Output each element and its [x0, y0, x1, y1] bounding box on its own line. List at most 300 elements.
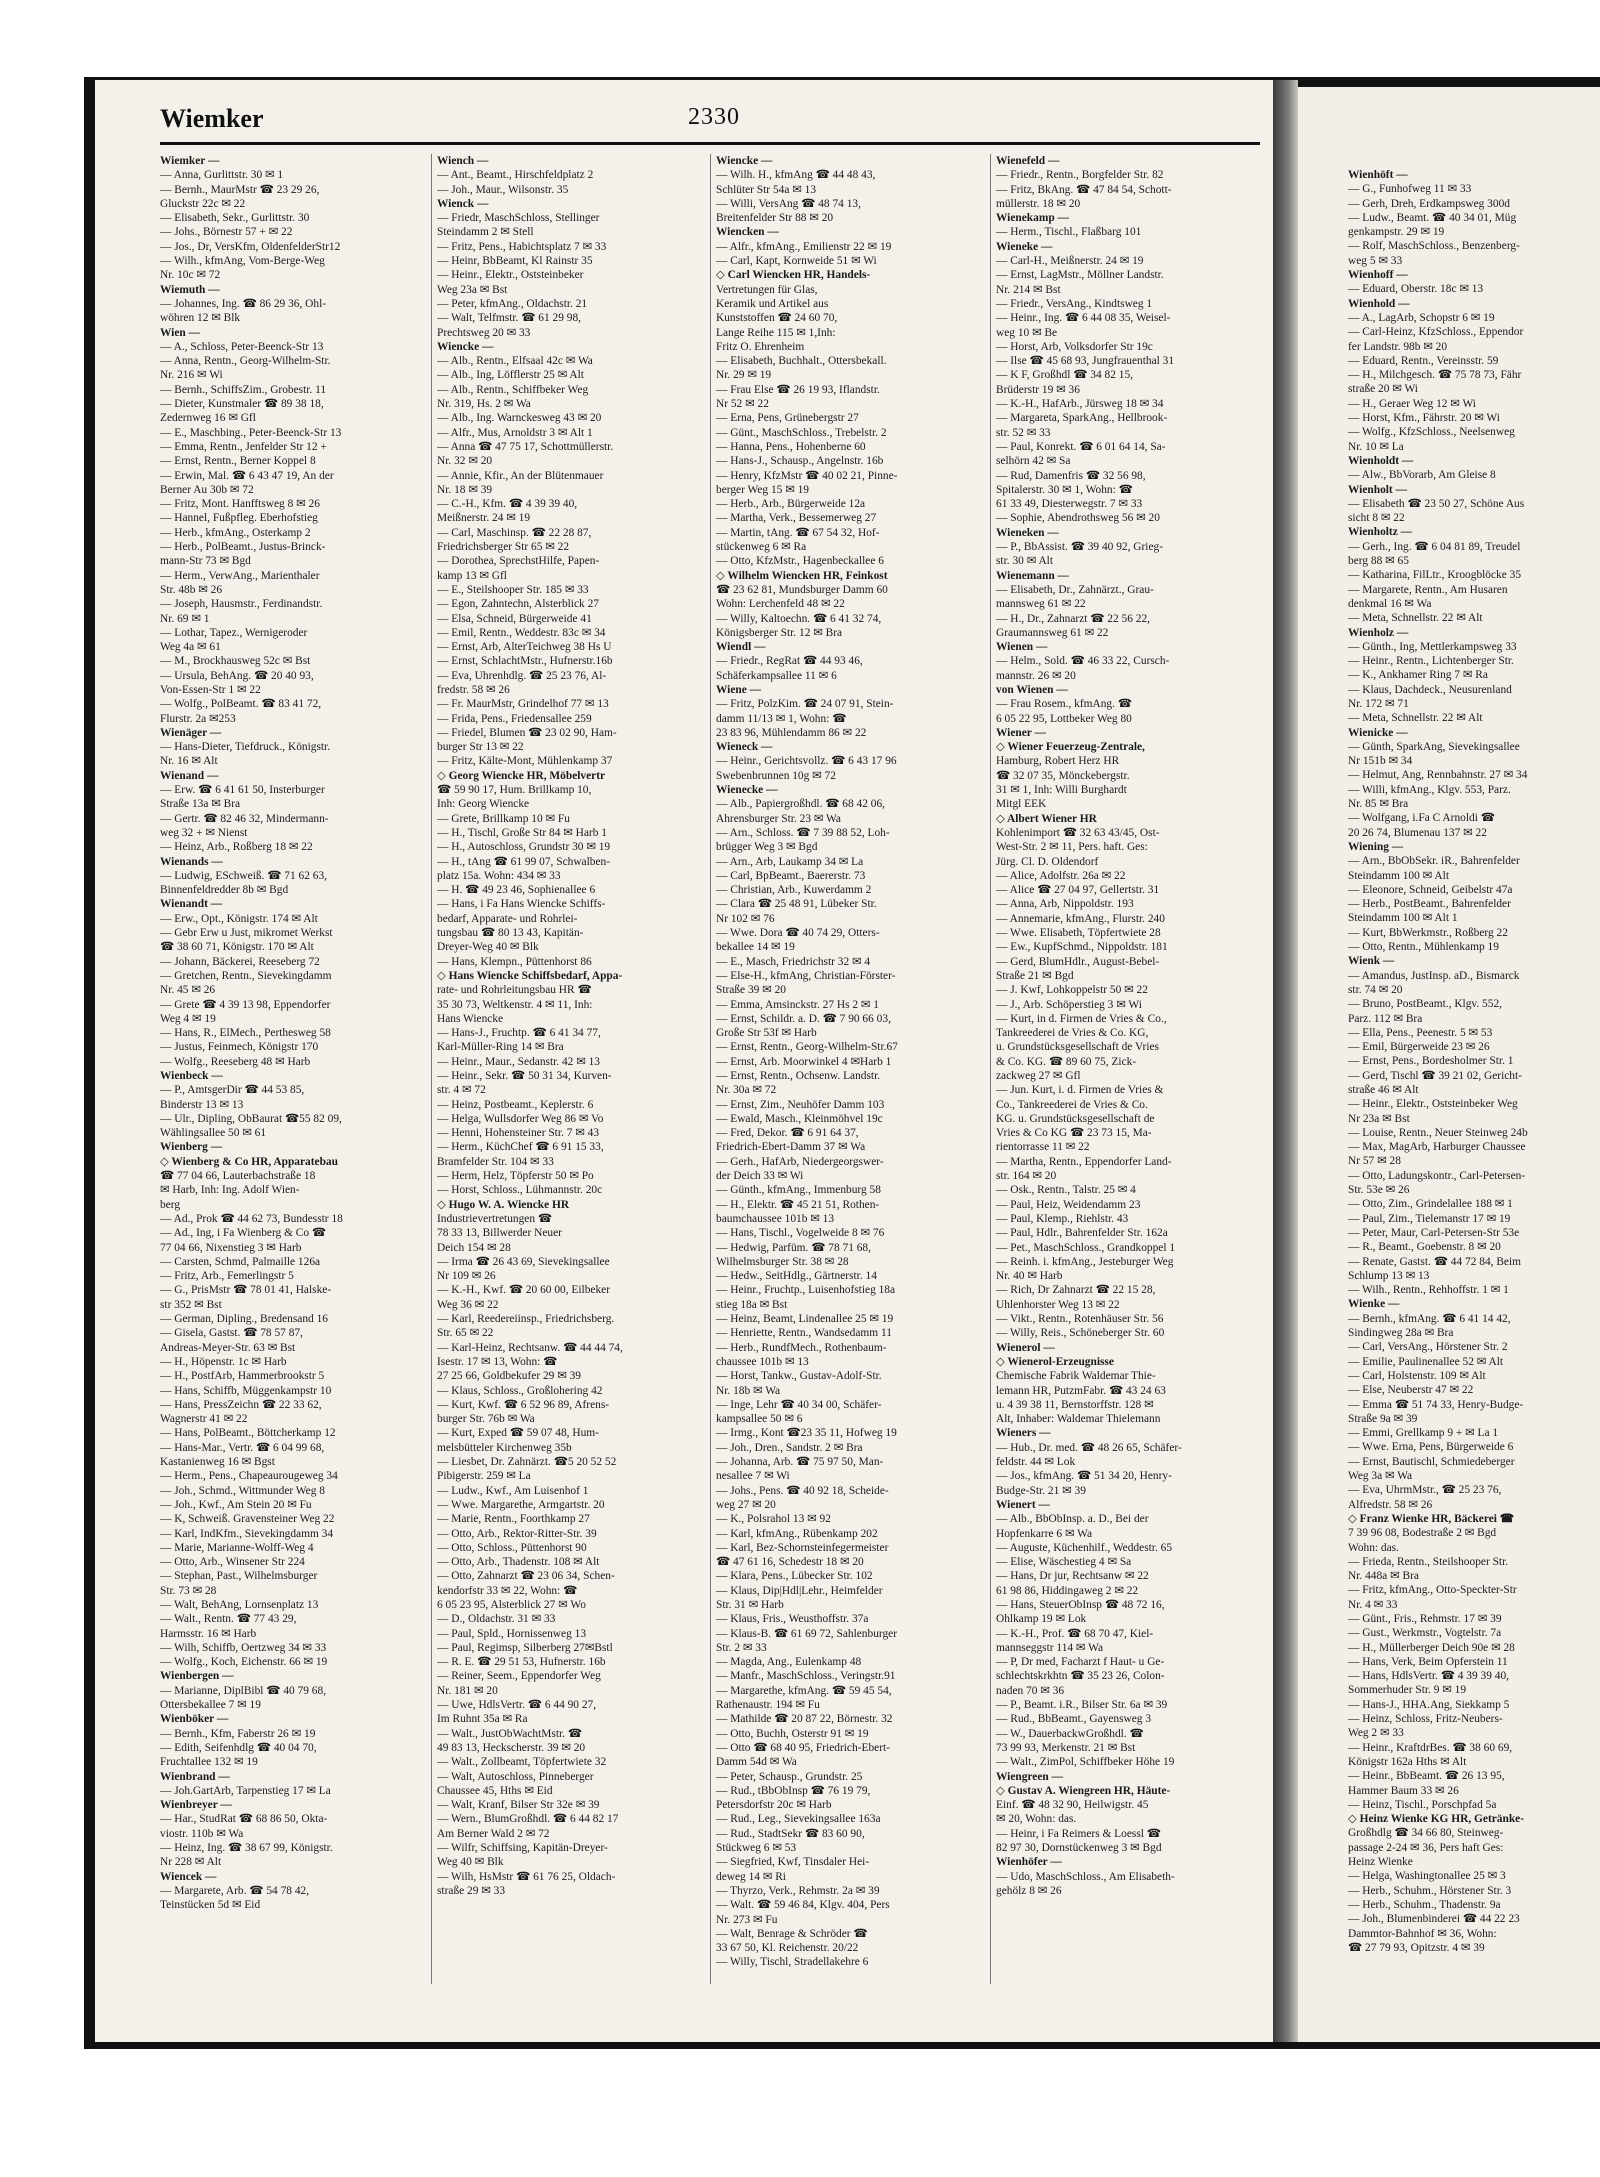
directory-entry: — Eduard, Oberstr. 18c ✉ 13	[1348, 283, 1484, 296]
directory-entry: — Hedwig, Parfüm. ☎ 78 71 68,	[716, 1241, 871, 1254]
directory-entry: — Ernst, Bautischl, Schmiedeberger	[1348, 1455, 1515, 1468]
directory-entry: — Carl, Holstenstr. 109 ✉ Alt	[1348, 1369, 1486, 1382]
directory-entry: — Ludwig, ESchweiß. ☎ 71 62 63,	[160, 869, 327, 882]
directory-entry: Fritz O. Ehrenheim	[716, 340, 805, 353]
directory-entry: Flurstr. 2a ✉253	[160, 712, 236, 725]
directory-entry: 77 04 66, Nixenstieg 3 ✉ Harb	[160, 1241, 302, 1254]
directory-entry: Wienbergen —	[160, 1670, 234, 1683]
directory-entry: ◇ Albert Wiener HR	[996, 812, 1097, 825]
directory-entry: — Heinr., BbBeamt. ☎ 26 13 95,	[1348, 1770, 1505, 1783]
directory-entry: — Renate, Gastst. ☎ 44 72 84, Beim	[1348, 1255, 1522, 1268]
directory-entry: — Ant., Beamt., Hirschfeldplatz 2	[437, 169, 594, 182]
directory-entry: mannseggstr 114 ✉ Wa	[996, 1641, 1104, 1654]
directory-entry: naden 70 ✉ 36	[996, 1684, 1065, 1697]
directory-entry: — Dorothea, SprechstHilfe, Papen-	[437, 555, 600, 568]
directory-entry: ☎ 27 79 93, Opitzstr. 4 ✉ 39	[1348, 1941, 1485, 1954]
directory-entry: Hans Wiencke	[437, 1012, 504, 1025]
directory-entry: — Hans-J., Schausp., Angelnstr. 16b	[716, 455, 884, 468]
directory-entry: Wienholz —	[1348, 626, 1409, 639]
directory-entry: — Günt., MaschSchloss., Trebelstr. 2	[716, 426, 887, 439]
directory-entry: viostr. 110b ✉ Wa	[160, 1827, 244, 1840]
directory-entry: Nr. 69 ✉ 1	[160, 612, 210, 625]
directory-entry: Wienholdt —	[1348, 454, 1414, 467]
directory-entry: Nr. 214 ✉ Bst	[996, 283, 1061, 296]
directory-entry: Mitgl EEK	[996, 798, 1047, 811]
directory-entry: — Sophie, Abendrothsweg 56 ✉ 20	[996, 512, 1160, 525]
directory-entry: str. 74 ✉ 20	[1348, 983, 1403, 996]
directory-entry: Hamburg, Robert Herz HR	[996, 755, 1120, 768]
directory-entry: — Hans, Verk, Beim Opferstein 11	[1348, 1655, 1508, 1668]
directory-entry: — Willi, VersAng ☎ 48 74 13,	[716, 197, 861, 210]
directory-entry: — Elise, Wäschestieg 4 ✉ Sa	[996, 1556, 1132, 1569]
directory-entry: — Henriette, Rentn., Wandsedamm 11	[716, 1327, 892, 1340]
directory-entry: — Margarete, Rentn., Am Husaren	[1348, 583, 1508, 596]
directory-entry: — K, Schweiß. Gravensteiner Weg 22	[160, 1513, 335, 1526]
directory-entry: — Ludw., Beamt. ☎ 40 34 01, Müg	[1348, 211, 1517, 224]
directory-entry: Budge-Str. 21 ✉ 39	[996, 1484, 1086, 1497]
directory-entry: — Ernst, Schildr. a. D. ☎ 7 90 66 03,	[716, 1012, 891, 1025]
directory-entry: — Heinr., Rentn., Lichtenberger Str.	[1348, 655, 1514, 668]
directory-entry: — Alb., Ing. Warnckesweg 43 ✉ 20	[437, 412, 602, 425]
directory-entry: — Willy, Kaltoechn. ☎ 6 41 32 74,	[716, 612, 882, 625]
directory-entry: — H., Autoschloss, Grundstr 30 ✉ 19	[437, 841, 611, 854]
directory-entry: — Johs., Börnestr 57 + ✉ 22	[160, 226, 293, 239]
directory-entry: — Thyrzo, Verk., Rehmstr. 2a ✉ 39	[716, 1884, 880, 1897]
directory-entry: — Ewald, Masch., Kleinmöhvel 19c	[716, 1112, 883, 1125]
directory-entry: — Anna, Rentn., Georg-Wilhelm-Str.	[160, 355, 331, 368]
directory-entry: Gluckstr 22c ✉ 22	[160, 197, 246, 210]
directory-entry: — Elisabeth, Dr., Zahnärzt., Grau-	[996, 583, 1154, 596]
directory-entry: — Otto, KfzMstr., Hagenbeckallee 6	[716, 555, 884, 568]
directory-entry: Chaussee 45, Hths ✉ Eid	[437, 1784, 553, 1797]
directory-entry: — Lothar, Tapez., Wernigeroder	[160, 626, 308, 639]
directory-entry: rientorrasse 11 ✉ 22	[996, 1141, 1090, 1154]
column-divider	[710, 154, 711, 1984]
directory-entry: Wienen —	[996, 641, 1048, 654]
directory-entry: — Walt, Telfmstr. ☎ 61 29 98,	[437, 312, 581, 325]
directory-entry: Weg 4 ✉ 19	[160, 1012, 216, 1025]
directory-entry: — R. E. ☎ 29 51 53, Hufnerstr. 16b	[437, 1656, 606, 1669]
directory-entry: — Gerh., HafArb, Niedergeorgswer-	[716, 1155, 884, 1168]
directory-entry: — Peter, Maur, Carl-Petersen-Str 53e	[1348, 1226, 1520, 1239]
directory-entry: zackweg 27 ✉ Gfl	[996, 1070, 1081, 1082]
directory-entry: ☎ 59 90 17, Hum. Brillkamp 10,	[437, 784, 592, 797]
directory-entry: — Herb., RundfMech., Rothenbaum-	[716, 1341, 887, 1354]
directory-entry: — E., Maschbing., Peter-Beenck-Str 13	[160, 426, 342, 439]
directory-entry: Wienert —	[996, 1498, 1050, 1511]
directory-entry: Wienberg —	[160, 1141, 223, 1154]
directory-entry: Wienhöfer —	[996, 1856, 1062, 1869]
directory-entry: Wieneken —	[996, 526, 1059, 539]
directory-entry: Wienbeck —	[160, 1070, 223, 1082]
directory-entry: Straße 21 ✉ Bgd	[996, 969, 1074, 982]
directory-entry: — Herm, Helz, Töpferstr 50 ✉ Po	[437, 1170, 594, 1183]
directory-entry: — Frau Rosem., kfmAng. ☎	[996, 698, 1132, 711]
directory-entry: — Bernh., Kfm, Faberstr 26 ✉ 19	[160, 1727, 316, 1740]
directory-entry: straße 29 ✉ 33	[437, 1884, 506, 1897]
directory-entry: ◇ Wiener Feuerzeug-Zentrale,	[996, 741, 1145, 754]
directory-entry: denkmal 16 ✉ Wa	[1348, 597, 1432, 610]
directory-entry: 6 05 22 95, Lottbeker Weg 80	[996, 712, 1132, 725]
directory-entry: — Heinr., Sekr. ☎ 50 31 34, Kurven-	[437, 1070, 612, 1082]
directory-entry: Wienk —	[1348, 955, 1395, 968]
directory-entry: Großhdlg ☎ 34 66 80, Steinweg-	[1348, 1827, 1504, 1840]
directory-entry: — Heinz, Postbeamt., Keplerstr. 6	[437, 1098, 594, 1111]
directory-entry: — Herm., Pens., Chapeaurougeweg 34	[160, 1470, 338, 1483]
directory-entry: — Manfr., MaschSchloss., Veringstr.91	[716, 1670, 896, 1683]
directory-entry: — Max, MagArb, Harburger Chaussee	[1348, 1141, 1526, 1154]
directory-entry: Wieneck —	[716, 741, 773, 754]
directory-entry: Str. 53e ✉ 26	[1348, 1184, 1410, 1197]
directory-entry: 61 98 86, Hiddingaweg 2 ✉ 22	[996, 1584, 1139, 1597]
directory-entry: mannsweg 61 ✉ 22	[996, 598, 1086, 611]
directory-entry: Straße 9a ✉ 39	[1348, 1412, 1418, 1425]
directory-entry: — H., Elektr. ☎ 45 21 51, Rothen-	[716, 1198, 880, 1211]
directory-entry: u. Grundstücksgesellschaft de Vries	[996, 1041, 1159, 1054]
directory-entry: Berner Au 30b ✉ 72	[160, 483, 254, 496]
directory-entry: — Henni, Hohensteiner Str. 7 ✉ 43	[437, 1127, 600, 1140]
directory-column-1	[160, 154, 425, 1979]
directory-entry: — Martin, tAng. ☎ 67 54 32, Hof-	[716, 526, 880, 539]
directory-entry: 49 83 13, Heckscherstr. 39 ✉ 20	[437, 1741, 586, 1754]
directory-entry: — Emilie, Paulinenallee 52 ✉ Alt	[1348, 1355, 1504, 1368]
directory-entry: — Anna, Arb, Nippoldstr. 193	[996, 898, 1134, 911]
directory-entry: — Ernst, LagMstr., Möllner Landstr.	[996, 269, 1164, 282]
directory-entry: Wohn: Lerchenfeld 48 ✉ 22	[716, 598, 845, 611]
directory-entry: — Erna, Pens, Grünebergstr 27	[716, 412, 859, 425]
directory-entry: Nr 228 ✉ Alt	[160, 1856, 222, 1869]
directory-entry: — Alb., Rentn., Schiffbeker Weg	[437, 383, 589, 396]
directory-entry: Nr. 181 ✉ 20	[437, 1684, 498, 1697]
directory-entry: — Herb., Schuhm., Hörstener Str. 3	[1348, 1884, 1512, 1897]
directory-entry: — H., Tischl, Große Str 84 ✉ Harb 1	[437, 826, 607, 839]
directory-entry: — Horst, Schloss., Lühmannstr. 20c	[437, 1184, 603, 1197]
directory-entry: — Otto, Zim., Grindelallee 188 ✉ 1	[1348, 1198, 1513, 1211]
directory-entry: — Paul, Hdlr., Bahrenfelder Str. 162a	[996, 1227, 1168, 1240]
header-rule	[160, 142, 1260, 145]
directory-entry: Nr. 40 ✉ Harb	[996, 1270, 1063, 1283]
directory-entry: selhörn 42 ✉ Sa	[996, 455, 1071, 468]
directory-entry: — Elisabeth, Buchhalt., Ottersbekall.	[716, 355, 887, 368]
directory-entry: — Fritz, PolzKim. ☎ 24 07 91, Stein-	[716, 698, 894, 711]
directory-entry: — Heinr, i Fa Reimers & Loessl ☎	[996, 1827, 1161, 1840]
directory-entry: — Eva, UhrmMstr., ☎ 25 23 76,	[1348, 1484, 1502, 1497]
directory-entry: — Karl, kfmAng., Rübenkamp 202	[716, 1527, 878, 1540]
directory-entry: — Fritz, Pens., Habichtsplatz 7 ✉ 33	[437, 240, 607, 253]
directory-entry: — Herm., VerwAng., Marienthaler	[160, 569, 320, 582]
directory-entry: — Hans, Klempn., Püttenhorst 86	[437, 955, 592, 968]
directory-entry: — Justus, Feinmech, Königstr 170	[160, 1041, 319, 1054]
directory-entry: Deich 154 ✉ 28	[437, 1241, 511, 1254]
directory-entry: Vertretungen für Glas,	[716, 283, 818, 296]
directory-entry: Wiendl —	[716, 641, 766, 654]
directory-entry: Wienandt —	[160, 898, 223, 911]
directory-entry: Dreyer-Weg 40 ✉ Blk	[437, 941, 539, 954]
directory-entry: — Ernst, Arb, AlterTeichweg 38 Hs U	[437, 641, 612, 654]
directory-entry: — Karl, Reedereiinsp., Friedrichsberg.	[437, 1313, 615, 1326]
book-gutter	[1273, 80, 1298, 2042]
directory-entry: — Magda, Ang., Eulenkamp 48	[716, 1656, 862, 1669]
directory-entry: — C.-H., Kfm. ☎ 4 39 39 40,	[437, 498, 578, 511]
directory-entry: Wiencke —	[716, 155, 773, 167]
directory-entry: kampsallee 50 ✉ 6	[716, 1413, 803, 1426]
directory-entry: ◇ Hugo W. A. Wiencke HR	[437, 1198, 570, 1211]
directory-entry: Steindamm 100 ✉ Alt	[1348, 869, 1449, 882]
directory-entry: — Günth, SparkAng, Sievekingsallee	[1348, 740, 1520, 753]
directory-entry: — Eduard, Rentn., Vereinsstr. 59	[1348, 354, 1499, 367]
directory-entry: — Fritz, kfmAng., Otto-Speckter-Str	[1348, 1584, 1517, 1597]
directory-entry: — Eva, Uhrenhdlg. ☎ 25 23 76, Al-	[437, 669, 607, 682]
directory-entry: Königsberger Str. 12 ✉ Bra	[716, 626, 843, 639]
directory-entry: — Margarete, Arb. ☎ 54 78 42,	[160, 1884, 310, 1897]
directory-entry: — Martha, Verk., Bessemerweg 27	[716, 512, 877, 525]
directory-entry: — Paul, Klemp., Riehlstr. 43	[996, 1212, 1129, 1225]
directory-entry: — Friedr., Rentn., Borgfelder Str. 82	[996, 169, 1164, 182]
directory-entry: Schlump 13 ✉ 13	[1348, 1269, 1430, 1282]
directory-entry: Binnenfeldredder 8b ✉ Bgd	[160, 884, 289, 897]
directory-entry: — Amandus, JustInsp. aD., Bismarck	[1348, 969, 1520, 982]
directory-entry: Wienholt —	[1348, 483, 1407, 496]
directory-entry: Karl-Müller-Ring 14 ✉ Bra	[437, 1041, 564, 1054]
directory-column-5	[1348, 168, 1600, 1988]
directory-entry: straße 46 ✉ Alt	[1348, 1084, 1419, 1096]
directory-entry: — Emma ☎ 51 74 33, Henry-Budge-	[1348, 1398, 1524, 1411]
directory-entry: — Carl, Kapt, Kornweide 51 ✉ Wi	[716, 255, 877, 268]
directory-entry: Wienerol —	[996, 1341, 1055, 1354]
directory-entry: Nr. 4 ✉ 33	[1348, 1598, 1398, 1611]
directory-entry: — D., Oldachstr. 31 ✉ 33	[437, 1613, 556, 1626]
directory-entry: schlechtskrkhtn ☎ 35 23 26, Colon-	[996, 1670, 1165, 1683]
directory-entry: Nr 151b ✉ 34	[1348, 755, 1413, 768]
directory-entry: Alt, Inhaber: Waldemar Thielemann	[996, 1413, 1161, 1426]
directory-entry: — Gerd, Tischl ☎ 39 21 02, Gericht-	[1348, 1069, 1522, 1082]
directory-entry: Alfredstr. 58 ✉ 26	[1348, 1498, 1433, 1511]
directory-entry: — Hans, Tischl., Vogelweide 8 ✉ 76	[716, 1227, 885, 1240]
directory-entry: — Friedel, Blumen ☎ 23 02 90, Ham-	[437, 726, 617, 739]
directory-entry: berg	[160, 1198, 181, 1211]
directory-entry: — Rud, Damenfris ☎ 32 56 98,	[996, 469, 1146, 482]
directory-entry: — Ella, Pens., Peenestr. 5 ✉ 53	[1348, 1026, 1493, 1039]
directory-entry: — Carl, VersAng., Hörstener Str. 2	[1348, 1341, 1508, 1354]
directory-entry: — Ernst, Rentn., Berner Koppel 8	[160, 455, 316, 468]
directory-entry: — Hans, PolBeamt., Böttcherkamp 12	[160, 1427, 336, 1440]
directory-entry: Spitalerstr. 30 ✉ 1, Wohn: ☎	[996, 483, 1133, 496]
directory-entry: — A., LagArb, Schopstr 6 ✉ 19	[1348, 311, 1495, 324]
directory-entry: Vries & Co KG ☎ 23 73 15, Ma-	[996, 1127, 1152, 1140]
directory-entry: — Hans-J., Fruchtp. ☎ 6 41 34 77,	[437, 1027, 601, 1040]
directory-entry: rate- und Rohrleitungsbau HR ☎	[437, 984, 592, 997]
directory-entry: 78 33 13, Billwerder Neuer	[437, 1227, 562, 1240]
directory-entry: Kastanienweg 16 ✉ Bgst	[160, 1456, 275, 1469]
directory-entry: passage 2-24 ✉ 36, Pers haft Ges:	[1348, 1841, 1504, 1854]
directory-entry: — Herm., KüchChef ☎ 6 91 15 33,	[437, 1141, 604, 1154]
directory-entry: Große Str 53f ✉ Harb	[716, 1027, 817, 1040]
directory-entry: — Elisabeth, Sekr., Gurlittstr. 30	[160, 212, 310, 225]
directory-entry: Weg 36 ✉ 22	[437, 1298, 499, 1311]
directory-entry: Nr 23a ✉ Bst	[1348, 1112, 1410, 1125]
directory-entry: Nr 109 ✉ 26	[437, 1270, 496, 1283]
running-head-name: Wiemker	[160, 104, 264, 133]
directory-column-3	[716, 154, 981, 1979]
directory-entry: — Har., StudRat ☎ 68 86 50, Okta-	[160, 1813, 328, 1826]
directory-entry: Str. 48b ✉ 26	[160, 583, 223, 596]
directory-entry: Wiencke —	[437, 340, 494, 353]
directory-entry: — Hanna, Pens., Hohenberne 60	[716, 440, 866, 453]
directory-entry: — Reiner, Seem., Eppendorfer Weg	[437, 1670, 601, 1683]
directory-entry: — Emma, Amsinckstr. 27 Hs 2 ✉ 1	[716, 998, 879, 1011]
directory-entry: — Bruno, PostBeamt., Klgv. 552,	[1348, 998, 1502, 1011]
directory-entry: — Inge, Lehr ☎ 40 34 00, Schäfer-	[716, 1398, 882, 1411]
directory-entry: — Frida, Pens., Friedensallee 259	[437, 712, 592, 725]
directory-entry: — Bernh., kfmAng. ☎ 6 41 14 42,	[1348, 1312, 1511, 1325]
directory-entry: — Klaus, Fris., Weusthoffstr. 37a	[716, 1613, 869, 1626]
directory-entry: — Udo, MaschSchloss., Am Elisabeth-	[996, 1870, 1175, 1883]
directory-entry: Schäferkampsallee 11 ✉ 6	[716, 669, 837, 682]
directory-entry: Wiencken —	[716, 226, 779, 239]
directory-entry: Wienböker —	[160, 1713, 229, 1726]
directory-entry: — Elisabeth ☎ 23 50 27, Schöne Aus	[1348, 497, 1525, 510]
directory-entry: Wienhoff —	[1348, 269, 1408, 282]
directory-entry: — Marianne, DiplBibl ☎ 40 79 68,	[160, 1684, 327, 1697]
directory-entry: von Wienen —	[996, 683, 1068, 696]
directory-entry: — Mathilde ☎ 20 87 22, Börnestr. 32	[716, 1713, 893, 1726]
directory-entry: — Margareta, SparkAng., Hellbrook-	[996, 412, 1168, 425]
directory-entry: — Peter, Schausp., Grundstr. 25	[716, 1770, 863, 1783]
directory-entry: — G., PrisMstr ☎ 78 01 41, Halske-	[160, 1284, 332, 1297]
directory-entry: — Ursula, BehAng. ☎ 20 40 93,	[160, 669, 314, 682]
directory-entry: — Walt., ZimPol, Schiffbeker Höhe 19	[996, 1756, 1175, 1769]
directory-column-4	[996, 154, 1261, 1979]
directory-entry: — Helm., Sold. ☎ 46 33 22, Cursch-	[996, 655, 1170, 668]
directory-entry: 82 97 30, Dornstückenweg 3 ✉ Bgd	[996, 1842, 1162, 1855]
directory-entry: — Günth., Ing, Mettlerkampsweg 33	[1348, 640, 1517, 653]
directory-entry: — Alice, Adolfstr. 26a ✉ 22	[996, 869, 1126, 882]
directory-entry: Swebenbrunnen 10g ✉ 72	[716, 769, 836, 782]
directory-entry: Inh: Georg Wiencke	[437, 798, 530, 811]
directory-entry: — Paul, Heiz, Weidendamm 23	[996, 1198, 1141, 1211]
directory-entry: burger Str 13 ✉ 22	[437, 741, 524, 754]
directory-entry: str. 164 ✉ 20	[996, 1170, 1057, 1183]
directory-entry: — Wwe. Margarethe, Armgartstr. 20	[437, 1498, 605, 1511]
directory-entry: ◇ Wilhelm Wiencken HR, Feinkost	[716, 569, 888, 582]
directory-entry: — R., Beamt., Goebenstr. 8 ✉ 20	[1348, 1241, 1501, 1254]
directory-entry: — Fred, Dekor. ☎ 6 91 64 37,	[716, 1127, 859, 1140]
directory-entry: — Walt, Benrage & Schröder ☎	[716, 1927, 868, 1940]
directory-entry: — Walt, BehAng, Lornsenplatz 13	[160, 1598, 319, 1611]
directory-entry: Weg 2 ✉ 33	[1348, 1727, 1404, 1740]
directory-entry: — Wolfg., KfzSchloss., Neelsenweg	[1348, 426, 1515, 439]
directory-entry: weg 27 ✉ 20	[716, 1498, 776, 1511]
directory-entry: Co., Tankreederei de Vries & Co.	[996, 1098, 1148, 1111]
directory-entry: — Arn., BbObSekr. iR., Bahrenfelder	[1348, 855, 1520, 868]
directory-entry: — Grete ☎ 4 39 13 98, Eppendorfer	[160, 998, 331, 1011]
directory-entry: 6 05 23 95, Alsterblick 27 ✉ Wo	[437, 1598, 586, 1611]
directory-entry: — Alb., Ing, Löfflerstr 25 ✉ Alt	[437, 369, 584, 382]
directory-entry: berger Weg 15 ✉ 19	[716, 483, 809, 496]
directory-entry: — Heinr., KraftdrBes. ☎ 38 60 69,	[1348, 1741, 1513, 1754]
directory-entry: weg 32 + ✉ Nienst	[160, 826, 248, 839]
directory-entry: — Klara, Pens., Lübecker Str. 102	[716, 1570, 873, 1583]
directory-entry: — Walt, Kranf, Bilser Str 32e ✉ 39	[437, 1799, 600, 1812]
directory-entry: ☎ 23 62 81, Mundsburger Damm 60	[716, 583, 888, 596]
directory-entry: — H., tAng ☎ 61 99 07, Schwalben-	[437, 855, 611, 868]
directory-entry: — Joh., Schmd., Wittmunder Weg 8	[160, 1484, 325, 1497]
directory-entry: Kohlenimport ☎ 32 63 43/45, Ost-	[996, 826, 1160, 839]
directory-entry: — Wilh., kfmAng, Vom-Berge-Weg	[160, 255, 325, 268]
directory-entry: — Bernh., MaurMstr ☎ 23 29 26,	[160, 183, 320, 196]
directory-entry: — Heinr., Gerichtsvollz. ☎ 6 43 17 96	[716, 755, 897, 768]
directory-entry: — Heinr., Elektr., Oststeinbeker	[437, 269, 584, 282]
directory-entry: — Fritz, BkAng. ☎ 47 84 54, Schott-	[996, 183, 1172, 196]
directory-entry: Meißnerstr. 24 ✉ 19	[437, 512, 531, 525]
directory-entry: — Margarethe, kfmAng. ☎ 59 45 54,	[716, 1684, 892, 1697]
directory-entry: — Hans-J., HHA.Ang, Siekkamp 5	[1348, 1698, 1510, 1711]
directory-entry: — Otto, Arb., Thadenstr. 108 ✉ Alt	[437, 1556, 600, 1569]
directory-entry: Einf. ☎ 48 32 90, Heilwigstr. 45	[996, 1799, 1149, 1812]
directory-entry: — Joh., Kwf., Am Stein 20 ✉ Fu	[160, 1498, 312, 1511]
directory-entry: Breitenfelder Str 88 ✉ 20	[716, 212, 834, 225]
directory-entry: — Erw., Opt., Königstr. 174 ✉ Alt	[160, 912, 318, 925]
directory-entry: Sommerhuder Str. 9 ✉ 19	[1348, 1684, 1467, 1697]
directory-entry: — Jun. Kurt, i. d. Firmen de Vries &	[996, 1084, 1164, 1097]
directory-entry: Im Ruhnt 35a ✉ Ra	[437, 1713, 528, 1726]
directory-entry: 7 39 96 08, Bodestraße 2 ✉ Bgd	[1348, 1527, 1497, 1540]
directory-entry: Wieneke —	[996, 240, 1053, 253]
directory-entry: Wienbrand —	[160, 1770, 230, 1783]
directory-entry: Straße 13a ✉ Bra	[160, 798, 241, 811]
directory-entry: Königstr 162a Hths ✉ Alt	[1348, 1755, 1467, 1768]
directory-entry: fer Landstr. 98b ✉ 20	[1348, 340, 1448, 353]
directory-entry: — Otto, Rentn., Mühlenkamp 19	[1348, 941, 1499, 954]
directory-entry: Uhlenhorster Weg 13 ✉ 22	[996, 1298, 1120, 1311]
directory-entry: — Alb., Rentn., Elfsaal 42c ✉ Wa	[437, 355, 593, 368]
directory-entry: str. 52 ✉ 33	[996, 426, 1051, 439]
directory-entry: nesallee 7 ✉ Wi	[716, 1470, 790, 1483]
directory-entry: Rathenaustr. 194 ✉ Fu	[716, 1699, 820, 1712]
directory-entry: — Hans, R., ElMech., Perthesweg 58	[160, 1027, 331, 1040]
directory-entry: — Wwe. Erna, Pens, Bürgerweide 6	[1348, 1441, 1514, 1454]
directory-entry: — Heinr., Fruchtp., Luisenhofstieg 18a	[716, 1284, 896, 1297]
directory-entry: — Rud., BbBeamt., Gayensweg 3	[996, 1713, 1152, 1726]
directory-entry: — Egon, Zahntechn, Alsterblick 27	[437, 598, 599, 611]
directory-entry: — Carl-H., Meißnerstr. 24 ✉ 19	[996, 255, 1144, 268]
directory-entry: deweg 14 ✉ Ri	[716, 1870, 786, 1883]
directory-entry: — Fritz, Kälte-Mont, Mühlenkamp 37	[437, 755, 613, 768]
directory-entry: Andreas-Meyer-Str. 63 ✉ Bst	[160, 1341, 296, 1354]
directory-entry: — Gebr Erw u Just, mikromet Werkst	[160, 927, 333, 940]
directory-entry: Nr. 18 ✉ 39	[437, 483, 493, 496]
directory-entry: — Johann, Bäckerei, Reeseberg 72	[160, 955, 320, 968]
directory-entry: ◇ Hans Wiencke Schiffsbedarf, Appa-	[437, 969, 623, 982]
directory-entry: — Emmi, Grellkamp 9 + ✉ La 1	[1348, 1427, 1499, 1440]
directory-entry: — G., Funhofweg 11 ✉ 33	[1348, 183, 1472, 196]
directory-entry: — Wern., BlumGroßhdl. ☎ 6 44 82 17	[437, 1813, 619, 1826]
directory-entry: Harmsstr. 16 ✉ Harb	[160, 1627, 257, 1640]
directory-entry: West-Str. 2 ✉ 11, Pers. haft. Ges:	[996, 841, 1148, 854]
directory-entry: — Helga, Washingtonallee 25 ✉ 3	[1348, 1870, 1506, 1883]
directory-entry: Sindingweg 28a ✉ Bra	[1348, 1327, 1454, 1340]
directory-entry: — Frieda, Rentn., Steilshooper Str.	[1348, 1555, 1509, 1568]
directory-entry: — Herb., PostBeamt., Bahrenfelder	[1348, 898, 1511, 911]
directory-entry: Pibigerstr. 259 ✉ La	[437, 1470, 531, 1483]
directory-entry: Binderstr 13 ✉ 13	[160, 1098, 244, 1111]
directory-entry: — Hedw., SeitHdlg., Gärtnerstr. 14	[716, 1270, 877, 1283]
directory-entry: — Marie, Marianne-Wolff-Weg 4	[160, 1541, 314, 1554]
directory-entry: 27 25 66, Goldbekufer 29 ✉ 39	[437, 1370, 581, 1383]
directory-entry: — Ernst, Pens., Bordesholmer Str. 1	[1348, 1055, 1514, 1068]
directory-entry: burger Str. 76b ✉ Wa	[437, 1413, 535, 1426]
directory-entry: platz 15a. Wohn: 434 ✉ 33	[437, 869, 561, 882]
